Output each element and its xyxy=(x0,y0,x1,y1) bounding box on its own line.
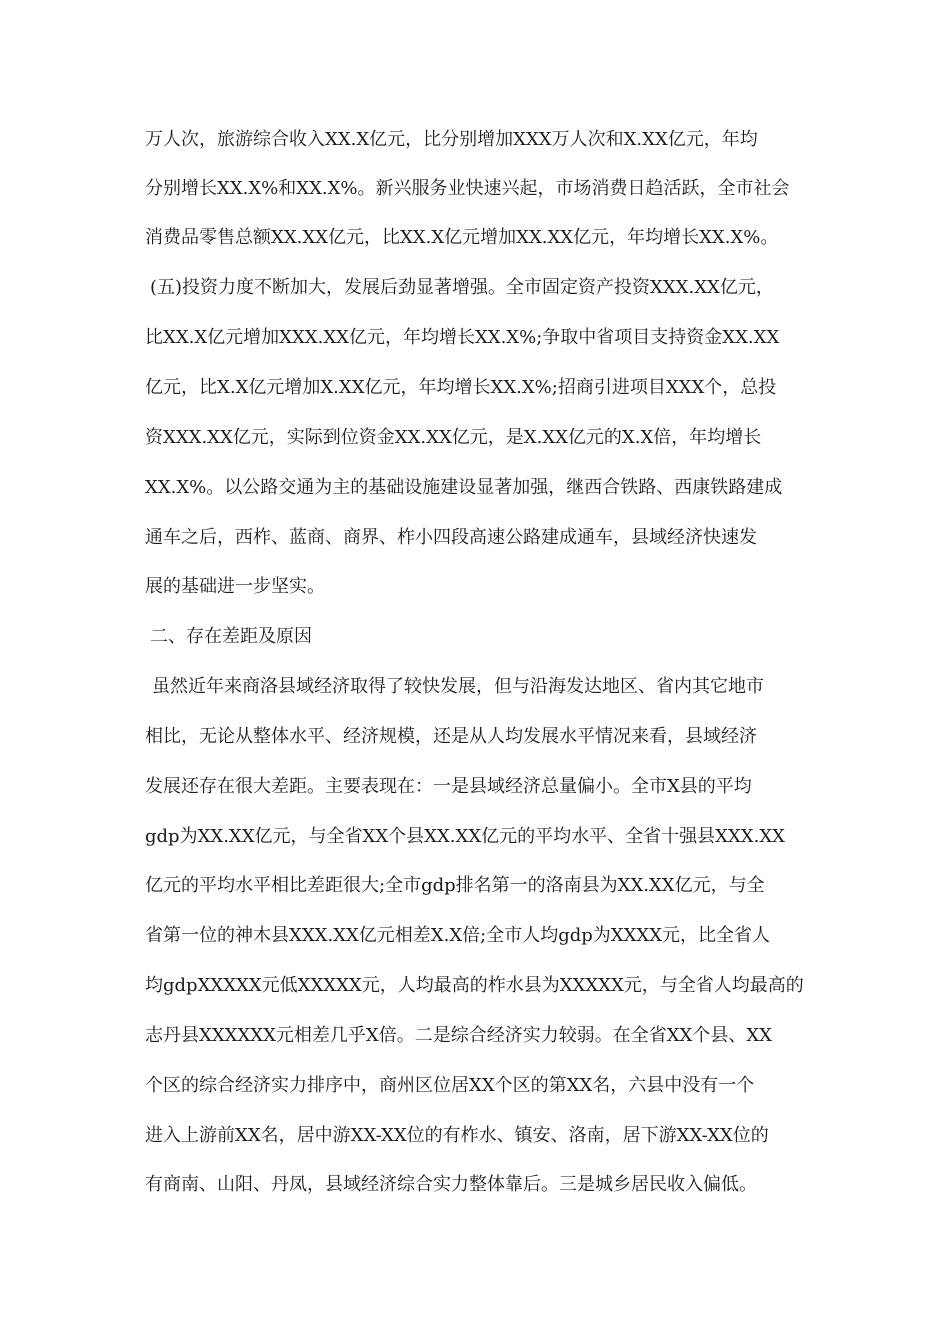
paragraph-line: 亿元，比X.X亿元增加X.XX亿元，年均增长XX.X%;招商引进项目XXX个，总投 xyxy=(145,377,777,398)
paragraph-line: 省第一位的神木县XXX.XX亿元相差X.X倍;全市人均gdp为XXXX元，比全省人 xyxy=(145,925,771,946)
section-five-heading-line: (五)投资力度不断加大，发展后劲显著增强。全市固定资产投资XXX.XX亿元， xyxy=(150,277,774,298)
section-heading: 二、存在差距及原因 xyxy=(150,626,312,647)
paragraph-line: 比XX.X亿元增加XXX.XX亿元，年均增长XX.X%;争取中省项目支持资金XX.XX xyxy=(145,327,780,348)
paragraph-line: 亿元的平均水平相比差距很大;全市gdp排名第一的洛南县为XX.XX亿元，与全 xyxy=(145,875,765,896)
paragraph-line: 分别增长XX.X%和XX.X%。新兴服务业快速兴起，市场消费日趋活跃，全市社会 xyxy=(145,178,790,199)
paragraph-line: 发展还存在很大差距。主要表现在：一是县域经济总量偏小。全市X县的平均 xyxy=(145,776,752,797)
paragraph-line: 展的基础进一步坚实。 xyxy=(145,576,325,597)
paragraph-line: XX.X%。以公路交通为主的基础设施建设显著加强，继西合铁路、西康铁路建成 xyxy=(145,477,783,498)
paragraph-line: 志丹县XXXXXX元相差几乎X倍。二是综合经济实力较弱。在全省XX个县、XX xyxy=(145,1025,772,1046)
paragraph-line: 万人次，旅游综合收入XX.X亿元，比分别增加XXX万人次和X.XX亿元，年均 xyxy=(145,129,758,150)
paragraph-line: 资XXX.XX亿元，实际到位资金XX.XX亿元，是X.XX亿元的X.X倍，年均增长 xyxy=(145,427,762,448)
paragraph-line: 虽然近年来商洛县域经济取得了较快发展，但与沿海发达地区、省内其它地市 xyxy=(152,676,764,697)
paragraph-line: 进入上游前XX名，居中游XX-XX位的有柞水、镇安、洛南，居下游XX-XX位的 xyxy=(145,1125,769,1146)
paragraph-line: 个区的综合经济实力排序中，商州区位居XX个区的第XX名，六县中没有一个 xyxy=(145,1075,755,1096)
paragraph-line: 相比，无论从整体水平、经济规模，还是从人均发展水平情况来看，县域经济 xyxy=(145,726,757,747)
paragraph-line: 均gdpXXXXX元低XXXXX元，人均最高的柞水县为XXXXX元，与全省人均最高的 xyxy=(145,975,804,996)
paragraph-line: 消费品零售总额XX.XX亿元，比XX.X亿元增加XX.XX亿元，年均增长XX.X%。 xyxy=(145,227,779,248)
paragraph-line: 通车之后，西柞、蓝商、商界、柞小四段高速公路建成通车，县域经济快速发 xyxy=(145,527,757,548)
paragraph-line: 有商南、山阳、丹凤，县域经济综合实力整体靠后。三是城乡居民收入偏低。 xyxy=(145,1174,757,1195)
paragraph-line: gdp为XX.XX亿元，与全省XX个县XX.XX亿元的平均水平、全省十强县XXX.XX xyxy=(145,826,785,847)
